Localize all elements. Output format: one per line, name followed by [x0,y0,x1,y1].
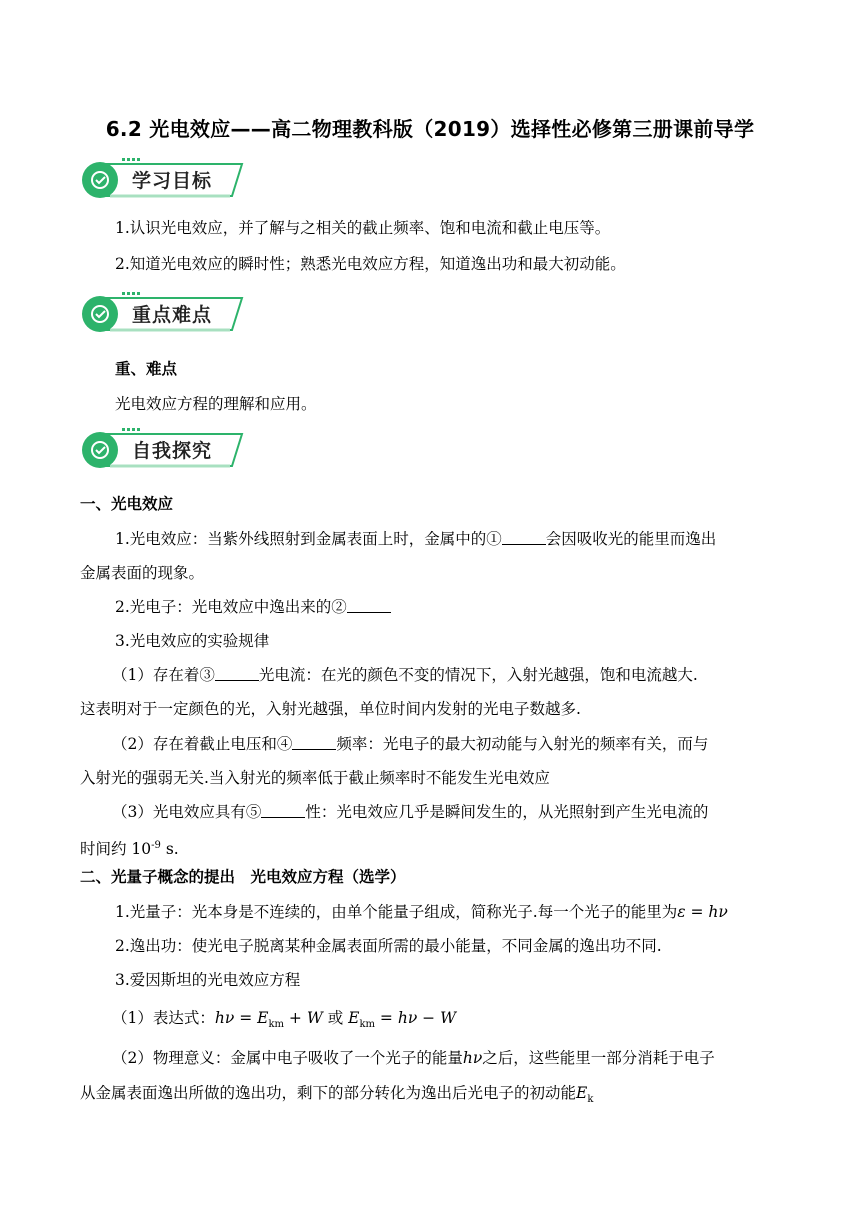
part1-line6-text-b: 性：光电效应几乎是瞬间发生的，从光照射到产生光电流的 [305,803,709,821]
fill-blank-4[interactable] [292,734,336,750]
key-points-text: 光电效应方程的理解和应用。 [115,395,317,413]
part2-line1-text: 1.光量子：光本身是不连续的，由单个能量子组成，简称光子.每一个光子的能里为 [115,903,678,921]
equation-2-part-b: = hν − W [375,1009,457,1027]
time-exponent: -9 [151,840,161,851]
fill-blank-2[interactable] [347,597,391,613]
expression-label: （1）表达式： [112,1009,215,1027]
part2-line5 [112,1047,715,1069]
goal-item-1: 1.认识光电效应，并了解与之相关的截止频率、饱和电流和截止电压等。 [115,219,611,237]
part2-line4 [112,1007,456,1036]
fill-blank-5[interactable] [261,802,305,818]
section-heading-goals: 学习目标 [132,170,213,192]
kinetic-energy-symbol: E [576,1084,588,1102]
part1-line4-cont: 这表明对于一定颜色的光，入射光越强，单位时间内发射的光电子数越多. [80,700,581,718]
part1-line4 [112,664,698,686]
section-badge-key-points [80,292,250,336]
part1-line6 [112,801,708,823]
section-heading-key-points: 重点难点 [132,304,213,326]
part2-line3: 3.爱因斯坦的光电效应方程 [115,971,301,989]
part2-line2: 2.逸出功：使光电子脱离某种金属表面所需的最小能量，不同金属的逸出功不同. [115,937,662,955]
part1-line1 [115,528,716,550]
equation-or: 或 [322,1009,349,1027]
goal-item-2: 2.知道光电效应的瞬时性；熟悉光电效应方程，知道逸出功和最大初动能。 [115,255,626,273]
equation-1-part-b: + W [283,1009,323,1027]
part1-line3: 3.光电效应的实验规律 [115,632,270,650]
part1-line2 [115,596,391,618]
part1-line1-text-b: 会因吸收光的能里而逸出 [545,530,717,548]
meaning-text-a: （2）物理意义：金属中电子吸收了一个光子的能量 [112,1049,463,1067]
part1-line4-text-b: 光电流：在光的颜色不变的情况下，入射光越强，饱和电流越大. [258,666,698,684]
fill-blank-1[interactable] [502,529,546,545]
meaning-text-b: 之后，这些能里一部分消耗于电子 [482,1049,715,1067]
page-title: 6.2 光电效应——高二物理教科版（2019）选择性必修第三册课前导学 [105,117,755,141]
part2-title: 二、光量子概念的提出 光电效应方程（选学） [80,868,406,886]
fill-blank-3[interactable] [215,665,259,681]
section-badge-explore [80,428,250,472]
equation-2-part-a: E [348,1009,360,1027]
part1-line6-cont [80,835,179,860]
section-heading-explore: 自我探究 [132,440,213,462]
equation-1-part-a: hν = E [214,1009,269,1027]
meaning-text-c: 从金属表面逸出所做的逸出功，剩下的部分转化为逸出后光电子的初动能 [80,1084,577,1102]
part2-line1 [115,901,728,923]
equation-1-subscript: km [268,1019,284,1031]
part1-line5-text-a: （2）存在着截止电压和④ [112,735,293,753]
equation-2-subscript: km [359,1019,375,1031]
part1-line4-text-a: （1）存在着③ [112,666,215,684]
section-badge-goals [80,158,250,202]
part1-line1-text-a: 1.光电效应：当紫外线照射到金属表面上时，金属中的① [115,530,502,548]
time-unit: s. [160,840,179,859]
part1-title: 一、光电效应 [80,495,174,513]
photon-energy-equation: ε = hν [677,903,728,921]
part1-line5-text-b: 频率：光电子的最大初动能与入射光的频率有关，而与 [336,735,709,753]
time-text: 时间约 10 [80,840,152,859]
part1-line5-cont: 入射光的强弱无关.当入射光的频率低于截止频率时不能发生光电效应 [80,769,550,787]
part1-line1-cont: 金属表面的现象。 [80,564,205,582]
part1-line6-text-a: （3）光电效应具有⑤ [112,803,262,821]
kinetic-energy-subscript: k [587,1094,594,1106]
meaning-hv: hν [462,1049,483,1067]
key-points-subheading: 重、难点 [115,360,178,378]
part1-line2-text: 2.光电子：光电效应中逸出来的② [115,598,347,616]
part1-line5 [112,733,708,755]
part2-line5-cont [80,1082,593,1111]
